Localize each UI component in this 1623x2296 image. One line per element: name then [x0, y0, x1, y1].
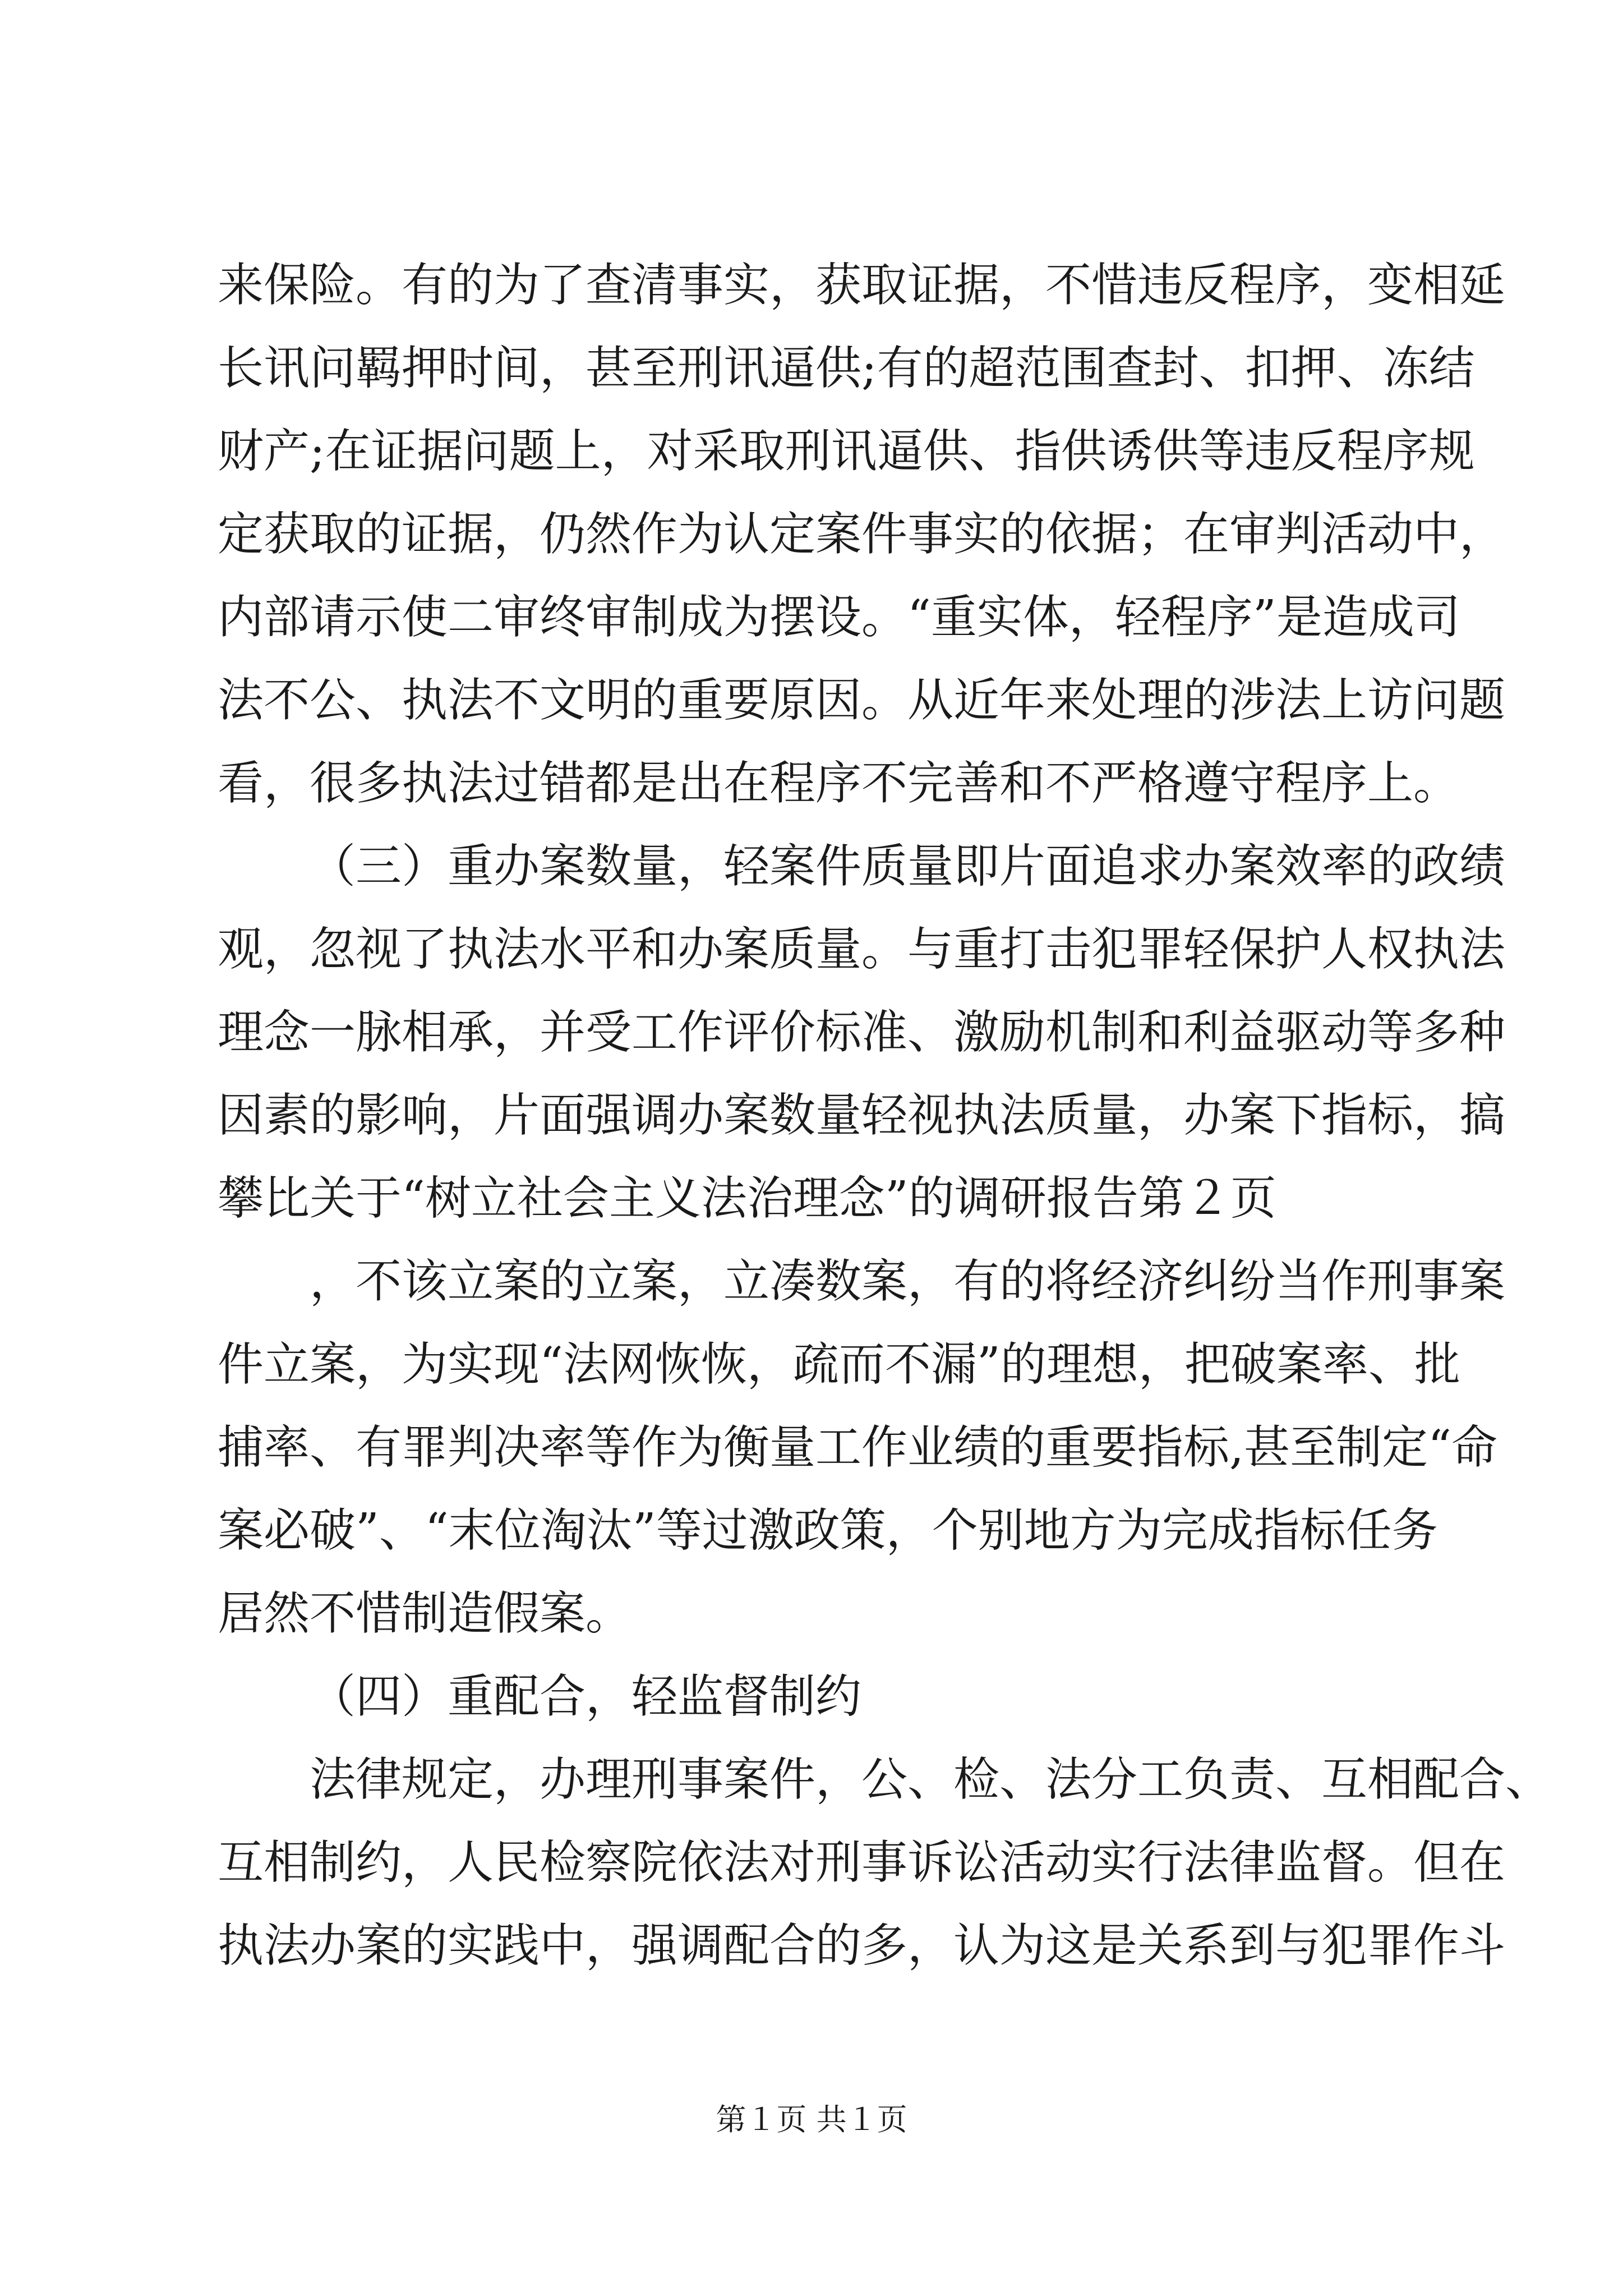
text-line: 因素的影响，片面强调办案数量轻视执法质量，办案下指标，搞 — [218, 1089, 1506, 1142]
text-line: 案必破”、“末位淘汰”等过激政策，个别地方为完成指标任务 — [218, 1504, 1438, 1557]
text-line: 捕率、有罪判决率等作为衡量工作业绩的重要指标,甚至制定“命 — [218, 1421, 1497, 1474]
text-line: 看，很多执法过错都是出在程序不完善和不严格遵守程序上。 — [218, 757, 1460, 810]
text-line: 攀比关于“树立社会主义法治理念”的调研报告第２页 — [218, 1172, 1276, 1225]
section-heading: （四）重配合，轻监督制约 — [310, 1670, 862, 1723]
text-line: 内部请示使二审终审制成为摆设。“重实体，轻程序”是造成司 — [218, 591, 1460, 644]
text-line: 来保险。有的为了查清事实，获取证据，不惜违反程序，变相延 — [218, 259, 1506, 312]
text-line: 长讯问羁押时间，甚至刑讯逼供;有的超范围查封、扣押、冻结 — [218, 342, 1475, 395]
text-line: 理念一脉相承，并受工作评价标准、激励机制和利益驱动等多种 — [218, 1006, 1506, 1059]
page-number-footer: 第１页 共１页 — [716, 2102, 907, 2137]
text-line: 法律规定，办理刑事案件，公、检、法分工负责、互相配合、 — [310, 1753, 1552, 1806]
text-line: 居然不惜制造假案。 — [218, 1587, 632, 1640]
text-line: ，不该立案的立案，立凑数案，有的将经济纠纷当作刑事案 — [310, 1255, 1506, 1308]
section-heading: （三）重办案数量，轻案件质量即片面追求办案效率的政绩 — [310, 840, 1506, 893]
text-line: 财产;在证据问题上，对采取刑讯逼供、指供诱供等违反程序规 — [218, 425, 1475, 478]
text-line: 定获取的证据，仍然作为认定案件事实的依据；在审判活动中， — [218, 508, 1506, 561]
text-line: 件立案，为实现“法网恢恢，疏而不漏”的理想，把破案率、批 — [218, 1338, 1460, 1391]
text-line: 执法办案的实践中，强调配合的多，认为这是关系到与犯罪作斗 — [218, 1919, 1506, 1972]
text-line: 法不公、执法不文明的重要原因。从近年来处理的涉法上访问题 — [218, 674, 1506, 727]
text-line: 互相制约，人民检察院依法对刑事诉讼活动实行法律监督。但在 — [218, 1836, 1506, 1889]
text-line: 观，忽视了执法水平和办案质量。与重打击犯罪轻保护人权执法 — [218, 923, 1506, 976]
